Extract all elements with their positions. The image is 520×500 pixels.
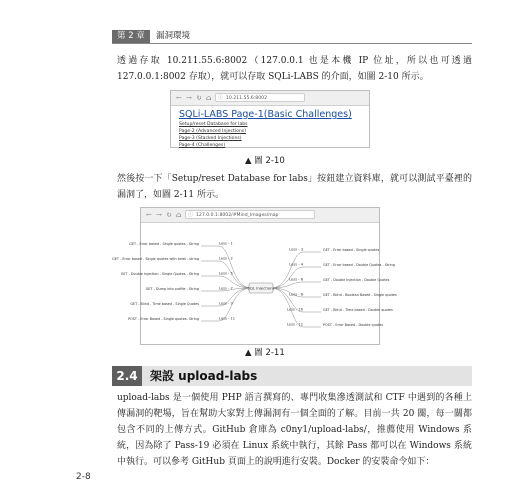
challenge-node: GET - Double Injection - Single Quotes - String: [120, 272, 199, 276]
less-label: Less - 10: [286, 307, 303, 312]
screenshot-mind-map: [112, 207, 397, 345]
back-icon: ←: [146, 211, 152, 219]
section-title: 架設 upload-labs: [150, 369, 258, 383]
info-icon: ⓘ: [188, 212, 194, 218]
less-label: Less - 3: [289, 247, 303, 252]
section-heading: [112, 366, 472, 386]
info-icon: ⓘ: [218, 95, 224, 101]
page-3-link[interactable]: Page-3 (Stacked Injections): [179, 136, 242, 141]
forward-icon: →: [156, 211, 162, 219]
address-bar[interactable]: [215, 93, 305, 102]
less-label: Less - 7: [219, 286, 233, 291]
mind-map: [112, 222, 397, 344]
figure-2-11-caption: ▲ 圖 2-11: [245, 348, 285, 358]
chapter-title: 漏洞環境: [156, 31, 191, 41]
less-label: Less - 8: [289, 292, 303, 297]
page-2-link[interactable]: Page-2 (Advanced Injections): [179, 129, 246, 134]
less-label: Less - 11: [219, 316, 236, 321]
reload-icon: ↻: [196, 94, 202, 102]
browser-toolbar: [171, 91, 369, 106]
screenshot-sqli-labs-index: [170, 90, 370, 148]
setup-database-link[interactable]: Setup/reset Database for labs: [179, 122, 248, 127]
challenge-node: POST - Error Based - Single quotes- String: [128, 317, 199, 321]
less-label: Less - 4: [289, 262, 303, 267]
challenge-node: GET - Blind - Boolean Based - Single quotes: [323, 293, 397, 297]
chapter-tag: 第 2 章: [112, 30, 150, 43]
paragraph-1: 透過存取 10.211.55.6:8002（127.0.0.1 也是本機 IP 位址，所以也可透過 127.0.0.1:8002 存取），就可以存取 SQLi-LABS 的介面，如圖 2-10 所示。: [117, 56, 472, 82]
less-label: Less - 12: [286, 322, 303, 327]
challenge-node: GET - Error based - Single quotes: [323, 248, 380, 252]
less-label: Less - 6: [289, 277, 303, 282]
home-icon: ⌂: [206, 94, 212, 102]
challenge-node: GET - Double Injection - Double Quotes: [323, 278, 390, 282]
address-bar-text: 10.211.55.6:8002: [226, 96, 268, 101]
reload-icon: ↻: [166, 211, 172, 219]
center-node-label: SQL Injections: [247, 285, 275, 291]
sqli-page-title[interactable]: SQLi-LABS Page-1(Basic Challenges): [179, 109, 352, 120]
paragraph-2: 然後按一下「Setup/reset Database for labs」按鈕建立資料庫，就可以測試平臺裡的漏洞了，如圖 2-11 所示。: [117, 174, 472, 200]
challenge-node: GET - Error based - Single quotes with twist - string: [112, 257, 199, 261]
less-label: Less - 2: [219, 256, 233, 261]
back-icon: ←: [176, 94, 182, 102]
home-icon: ⌂: [176, 211, 182, 219]
branch-line: [219, 246, 251, 288]
less-label: Less - 5: [219, 271, 233, 276]
chapter-header: [112, 30, 472, 44]
paragraph-3: upload-labs 是一個使用 PHP 語言撰寫的、專門收集滲透測試和 CTF 中遇到的各種上傳漏洞的靶場，旨在幫助大家對上傳漏洞有一個全面的了解。目前一共 20 關，每一關都包含不同的上傳方式。GitHub 倉庫為 c0ny1/upload-labs/，推薦使用 Windows 系統，因為除了 Pass-19 必須在 Linux 系統中執行，其餘 Pass 都可以在 Windows 系統中執行。可以參考 GitHub 頁面上的說明進行安裝。Docker 的安裝命令如下：: [117, 393, 472, 467]
address-bar[interactable]: [185, 210, 315, 219]
address-bar-text: 127.0.0.1:8002/#Mind_Images/map: [196, 213, 279, 218]
challenge-node: GET - Blind - Time based - Single Quotes: [130, 302, 199, 306]
challenge-node: GET - Error based - Double Quotes - String: [323, 263, 395, 267]
challenge-node: POST - Error Based - Double quotes: [323, 323, 384, 327]
figure-2-10-caption: ▲ 圖 2-10: [245, 156, 285, 166]
less-label: Less - 1: [219, 241, 233, 246]
challenge-node: GET - Blind - Time based - Double quotes: [323, 308, 393, 312]
page-number: 2-8: [76, 472, 91, 482]
browser-toolbar: [141, 208, 379, 223]
forward-icon: →: [186, 94, 192, 102]
challenge-node: GET - Error based - Single quotes - String: [129, 242, 199, 246]
less-label: Less - 9: [219, 301, 233, 306]
challenge-node: GET - Dump into outfile - String: [145, 287, 199, 291]
section-number: 2.4: [112, 366, 142, 386]
page-4-link[interactable]: Page-4 (Challenges): [179, 143, 226, 148]
